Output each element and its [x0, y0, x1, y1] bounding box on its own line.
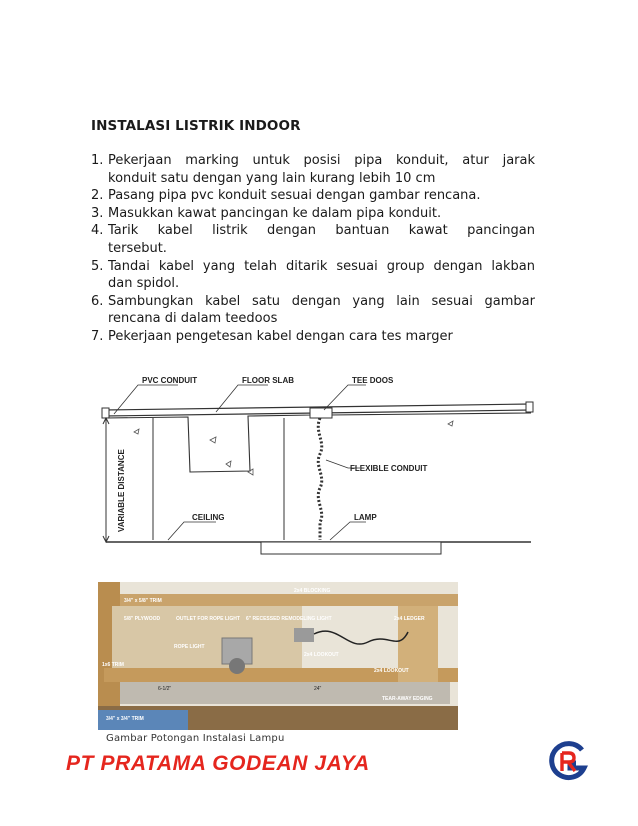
photo-label-recessed: 6" RECESSED REMODELING LIGHT: [246, 616, 332, 622]
label-floor-slab: FLOOR SLAB: [242, 376, 294, 385]
label-tee-doos: TEE DOOS: [352, 376, 394, 385]
photo-label-lookout-right: 2x4 LOOKOUT: [374, 668, 409, 674]
step-2-text: Pasang pipa pvc konduit sesuai dengan gambar rencana.: [108, 188, 481, 204]
photo-label-trim-bottom: 3/4" x 3/4" TRIM: [106, 716, 144, 722]
page-title: INSTALASI LISTRIK INDOOR: [91, 118, 301, 134]
step-5-cont: dan spidol.: [108, 276, 180, 292]
photo-label-plywood: 5/8" PLYWOOD: [124, 616, 161, 622]
step-7: 7. Pekerjaan pengetesan kabel dengan cara tes marger: [91, 328, 453, 344]
step-2: 2. Pasang pipa pvc konduit sesuai dengan gambar rencana.: [91, 188, 481, 204]
company-logo-icon: [546, 740, 588, 782]
photo-label-lookout-mid: 2x4 LOOKOUT: [304, 652, 339, 658]
step-6: 6. Sambungkan kabel satu dengan yang lain sesuai gambar rencana di dalam teedoos: [91, 293, 535, 327]
step-1: 1. Pekerjaan marking untuk posisi pipa konduit, atur jarak konduit satu dengan yang lain kurang lebih 10 cm: [91, 153, 535, 186]
photo-label-ledger: 2x4 LEDGER: [394, 616, 425, 622]
photo-label-dim-b: 24": [314, 686, 322, 692]
photo-label-trim-top: 3/4" x 5/8" TRIM: [124, 598, 162, 604]
photo-label-trim-side: 1x6 TRIM: [102, 662, 124, 668]
soffit-installation-photo: [98, 582, 458, 730]
photo-label-blocking: 2x4 BLOCKING: [294, 588, 331, 594]
photo-label-outlet: OUTLET FOR ROPE LIGHT: [176, 616, 240, 622]
label-pvc-conduit: PVC CONDUIT: [142, 376, 198, 385]
photo-label-dim-a: 6-1/2": [158, 686, 172, 692]
step-4: 4. Tarik kabel listrik dengan bantuan kawat pancingan tersebut.: [91, 223, 535, 256]
figure-caption: Gambar Potongan Instalasi Lampu: [106, 733, 285, 744]
company-name: PT PRATAMA GODEAN JAYA: [66, 752, 370, 775]
steps-list: [91, 152, 535, 346]
label-flexible-conduit: FLEXIBLE CONDUIT: [350, 464, 428, 473]
step-3-text: Masukkan kawat pancingan ke dalam pipa konduit.: [108, 205, 442, 221]
photo-label-rope-light: ROPE LIGHT: [174, 644, 205, 650]
label-variable-distance: VARIABLE DISTANCE: [117, 449, 126, 532]
step-3: 3. Masukkan kawat pancingan ke dalam pipa konduit.: [91, 205, 442, 221]
step-4-text: Tarik kabel listrik dengan bantuan kawat pancingan: [108, 223, 535, 239]
label-lamp: LAMP: [354, 513, 377, 522]
step-5-text: Tandai kabel yang telah ditarik sesuai group dengan lakban: [108, 258, 535, 274]
label-ceiling: CEILING: [192, 513, 225, 522]
step-7-text: Pekerjaan pengetesan kabel dengan cara tes marger: [108, 328, 453, 344]
conduit-section-diagram: [98, 372, 540, 572]
step-6-cont: rencana di dalam teedoos: [108, 311, 278, 327]
step-4-cont: tersebut.: [108, 240, 167, 256]
step-5: 5. Tandai kabel yang telah ditarik sesuai group dengan lakban dan spidol.: [91, 258, 535, 292]
step-6-text: Sambungkan kabel satu dengan yang lain sesuai gambar: [108, 293, 535, 309]
photo-label-tear-away: TEAR-AWAY EDGING: [382, 696, 433, 702]
step-1-text: Pekerjaan marking untuk posisi pipa konduit, atur jarak: [108, 153, 535, 168]
step-1-cont: konduit satu dengan yang lain kurang lebih 10 cm: [108, 170, 436, 186]
